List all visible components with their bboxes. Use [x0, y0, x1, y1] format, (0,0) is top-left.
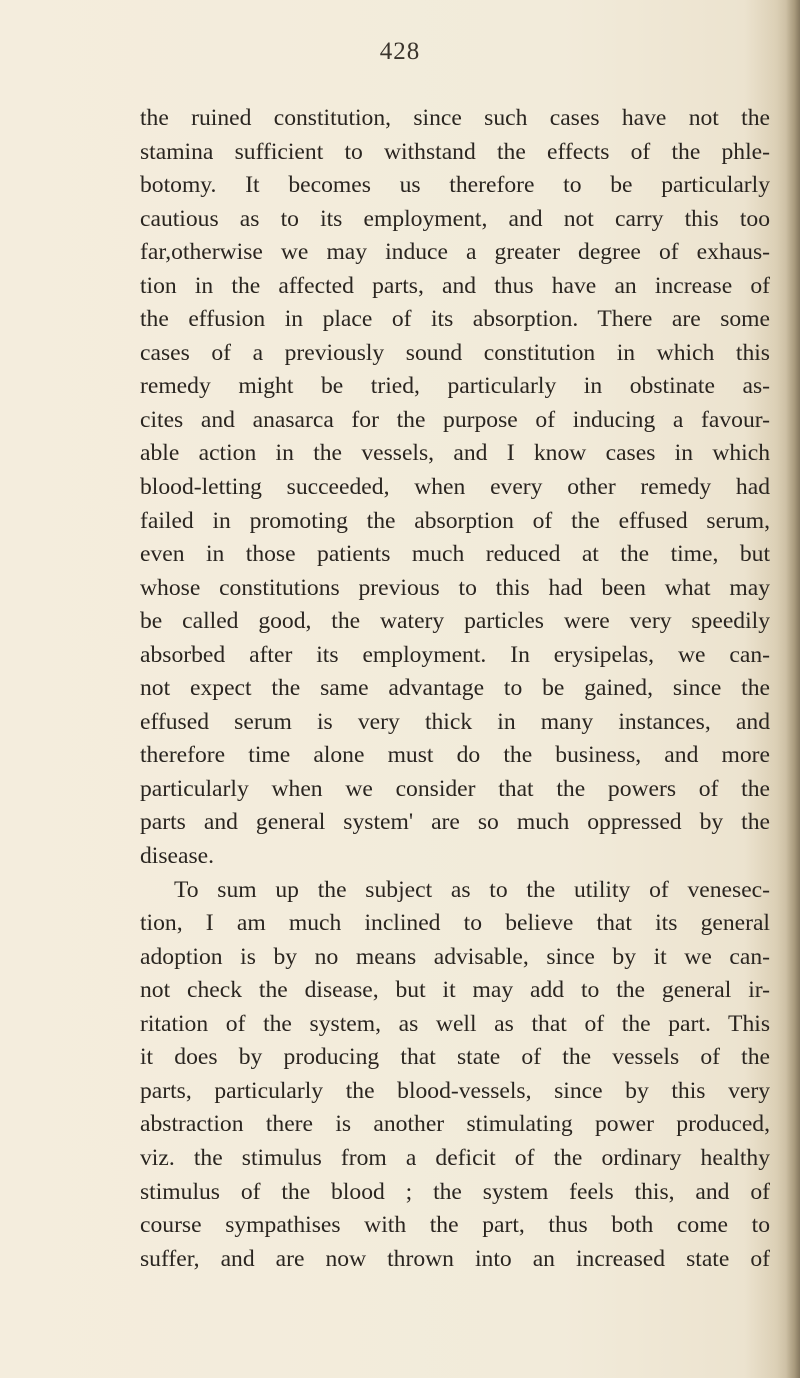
text-line: cautious as to its employment, and not carry this too — [140, 205, 770, 232]
text-line: absorbed after its employment. In erysipelas, we can- — [140, 641, 770, 668]
text-line: abstraction there is another stimulating power produced, — [140, 1111, 770, 1138]
text-line: the ruined constitution, since such cases have not the — [140, 105, 770, 131]
text-line: botomy. It becomes us therefore to be particularly — [140, 172, 770, 199]
body-text — [140, 102, 770, 1276]
text-line: effused serum is very thick in many instances, and — [140, 708, 770, 735]
text-line: far,otherwise we may induce a greater degree of exhaus- — [140, 239, 770, 266]
text-line: tion in the affected parts, and thus have an increase of — [140, 272, 770, 299]
text-line: course sympathises with the part, thus both come to — [140, 1212, 770, 1239]
text-line: parts, particularly the blood-vessels, since by this very — [140, 1077, 770, 1104]
text-line: ritation of the system, as well as that of the part. This — [140, 1010, 770, 1037]
paragraph-end-line: disease. — [140, 843, 215, 870]
text-line: stimulus of the blood ; the system feels this, and of — [140, 1178, 770, 1205]
text-line: it does by producing that state of the vessels of the — [140, 1044, 770, 1071]
text-line: failed in promoting the absorption of the effused serum, — [140, 507, 770, 534]
page-number: 428 — [379, 38, 421, 65]
text-line: suffer, and are now thrown into an increased state of — [140, 1245, 770, 1272]
text-line: not expect the same advantage to be gained, since the — [140, 675, 770, 702]
text-line: stamina sufficient to withstand the effects of the phle- — [140, 138, 770, 165]
text-line: tion, I am much inclined to believe that its general — [140, 910, 770, 937]
text-line: cites and anasarca for the purpose of inducing a favour- — [140, 406, 770, 433]
page-edge-shadow — [786, 0, 800, 1378]
text-line: able action in the vessels, and I know cases in which — [140, 440, 770, 467]
text-line: remedy might be tried, particularly in obstinate as- — [140, 373, 770, 400]
text-line: therefore time alone must do the business, and more — [140, 742, 770, 769]
text-line: not check the disease, but it may add to the general ir- — [140, 977, 770, 1004]
text-line: whose constitutions previous to this had been what may — [140, 574, 770, 601]
text-line: blood-letting succeeded, when every other remedy had — [140, 474, 770, 501]
paragraph-start-line: To sum up the subject as to the utility of venesec- — [174, 876, 770, 903]
text-line: even in those patients much reduced at the time, but — [140, 541, 770, 568]
text-line: cases of a previously sound constitution in which this — [140, 339, 770, 366]
text-line: viz. the stimulus from a deficit of the ordinary healthy — [140, 1144, 770, 1171]
text-line: parts and general system' are so much oppressed by the — [140, 809, 770, 836]
text-line: particularly when we consider that the powers of the — [140, 775, 770, 802]
text-line: the effusion in place of its absorption. There are some — [140, 306, 770, 333]
text-line: adoption is by no means advisable, since by it we can- — [140, 943, 770, 970]
text-line: be called good, the watery particles were very speedily — [140, 608, 770, 635]
